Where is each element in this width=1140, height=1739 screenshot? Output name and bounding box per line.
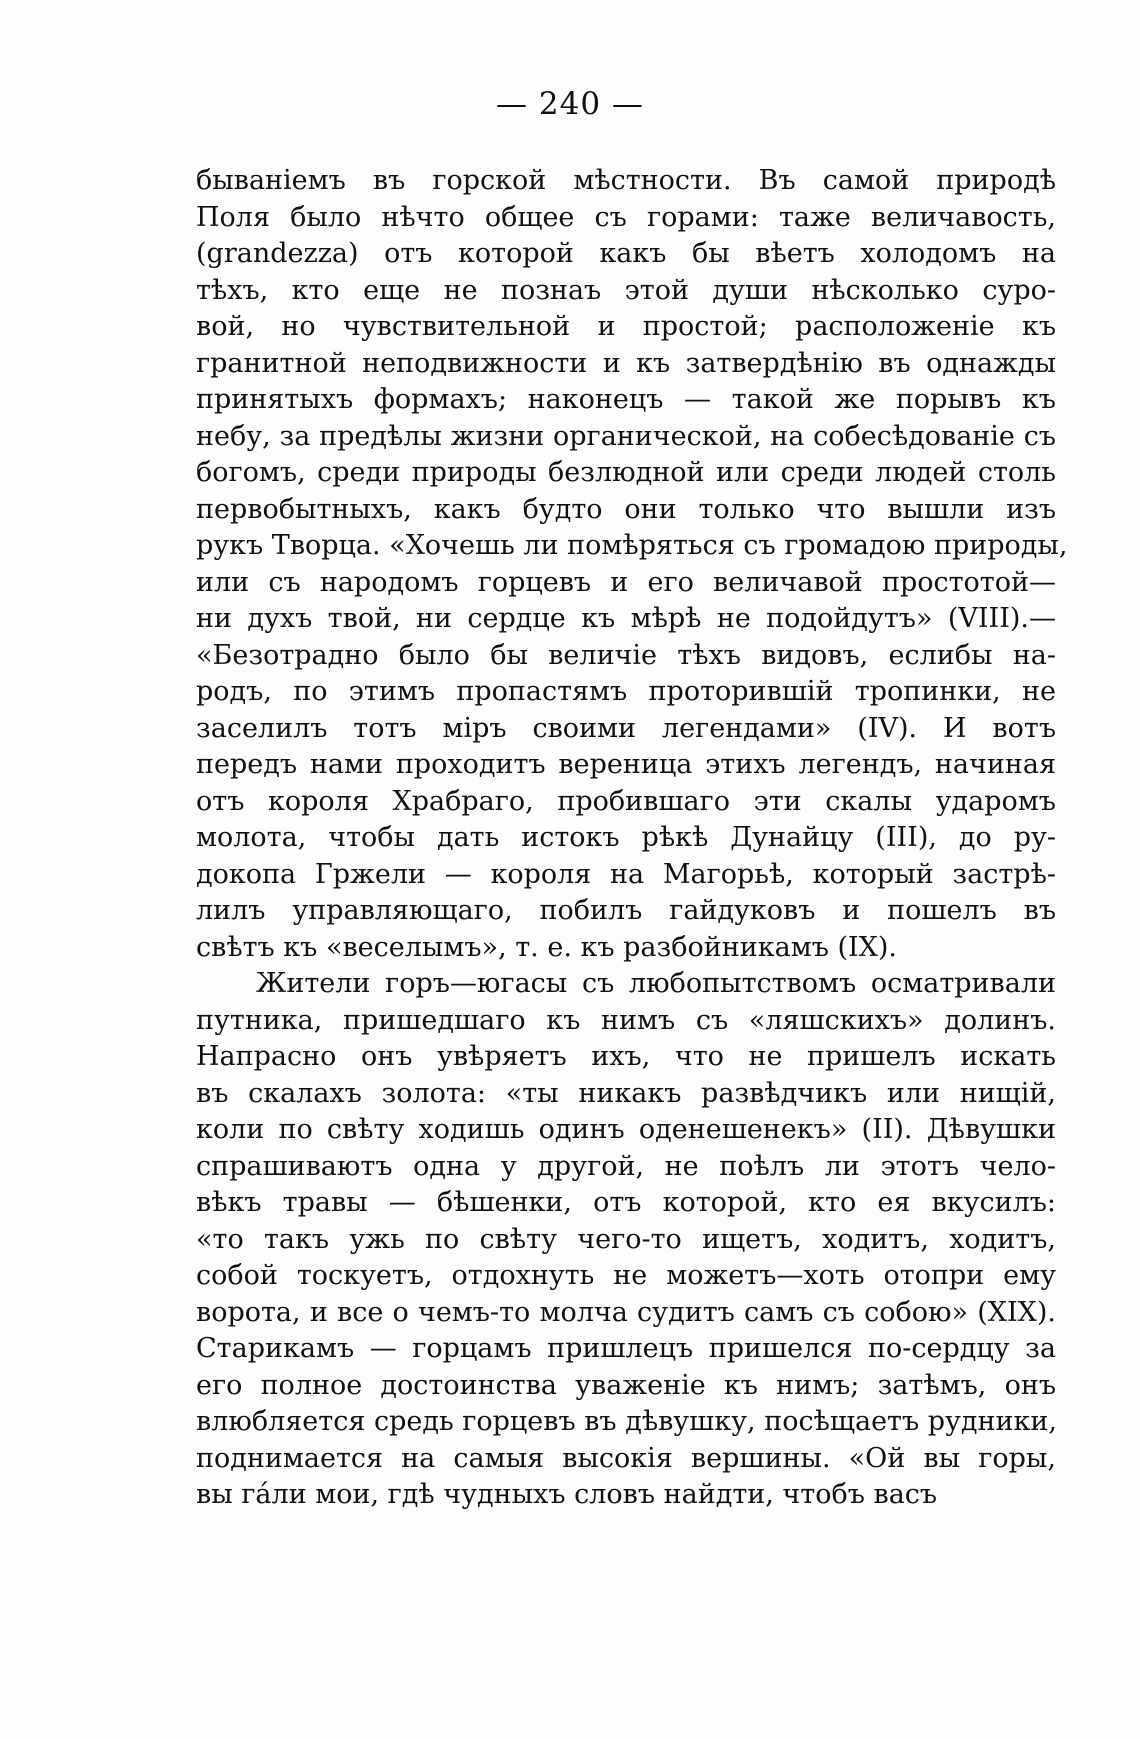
text-line: передъ нами проходитъ вереница этихъ легендъ, начиная — [196, 749, 1056, 780]
paragraph-1 — [196, 163, 1068, 966]
text-line: влюбляется средь горцевъ въ дѣвушку, посѣщаетъ рудники, — [196, 1406, 1057, 1437]
text-line: или съ народомъ горцевъ и его величавой простотой— — [196, 566, 1056, 598]
text-line: поднимается на самыя высокія вершины. «Ой вы горы, — [196, 1442, 1056, 1474]
text-line: лилъ управляющаго, побилъ гайдуковъ и пошелъ въ — [196, 895, 1056, 926]
body-text — [196, 163, 1068, 1514]
text-line: вой, но чувствительной и простой; расположеніе къ — [196, 311, 1056, 342]
text-line: свѣтъ къ «веселымъ», т. е. къ разбойникамъ (IX). — [196, 931, 897, 963]
text-line: коли по свѣту ходишь одинъ оденешенекъ» (II). Дѣвушки — [196, 1114, 1056, 1145]
paragraph-2 — [196, 966, 1056, 1514]
text-line: первобытныхъ, какъ будто они только что вышли изъ — [196, 493, 1056, 525]
text-line: небу, за предѣлы жизни органической, на собесѣдованіе съ — [196, 420, 1056, 452]
text-line: родъ, по этимъ пропастямъ проторившій тропинки, не — [196, 676, 1056, 707]
text-line: докопа Гржели — короля на Магорьѣ, который застрѣ- — [196, 858, 1056, 890]
text-line: собой тоскуетъ, отдохнуть не можетъ—хоть отопри ему — [196, 1260, 1056, 1291]
text-line: спрашиваютъ одна у другой, не поѣлъ ли этотъ чело- — [196, 1150, 1056, 1182]
text-line: богомъ, среди природы безлюдной или среди людей столь — [196, 457, 1056, 488]
text-line: бываніемъ въ горской мѣстности. Въ самой природѣ — [196, 165, 1056, 196]
text-line: его полное достоинства уваженіе къ нимъ; затѣмъ, онъ — [196, 1369, 1056, 1401]
text-line: Напрасно онъ увѣряетъ ихъ, что не пришелъ искать — [196, 1041, 1056, 1072]
text-line: гранитной неподвижности и къ затвердѣнію въ однажды — [196, 347, 1056, 379]
text-line: въ скалахъ золота: «ты никакъ развѣдчикъ или нищій, — [196, 1077, 1056, 1109]
text-line: Старикамъ — горцамъ пришлецъ пришелся по-сердцу за — [196, 1333, 1056, 1364]
text-line: тѣхъ, кто еще не познаъ этой души нѣсколько суро- — [196, 274, 1056, 306]
text-line: (grandezza) отъ которой какъ бы вѣетъ холодомъ на — [196, 238, 1056, 269]
text-line: принятыхъ формахъ; наконецъ — такой же порывъ къ — [196, 384, 1056, 415]
text-line: Поля было нѣчто общее съ горами: таже величавость, — [196, 201, 1056, 233]
text-line: рукъ Творца. «Хочешь ли помѣряться съ громадою природы, — [196, 530, 1068, 561]
page-number: — 240 — — [496, 86, 644, 122]
text-line: «то такъ ужь по свѣту чего-то ищетъ, ходитъ, ходитъ, — [196, 1223, 1056, 1255]
text-line: вѣкъ травы — бѣшенки, отъ которой, кто ея вкусилъ: — [196, 1187, 1056, 1218]
text-line: отъ короля Храбраго, пробившаго эти скалы ударомъ — [196, 785, 1056, 817]
text-line: ворота, и все о чемъ-то молча судитъ самъ съ собою» (XIX). — [196, 1296, 1056, 1328]
text-line: заселилъ тотъ міръ своими легендами» (IV). И вотъ — [196, 712, 1056, 744]
text-line: Жители горъ—югасы съ любопытствомъ осматривали — [256, 968, 1056, 999]
text-line: «Безотрадно было бы величіе тѣхъ видовъ, еслибы на- — [196, 639, 1056, 671]
text-line: молота, чтобы дать истокъ рѣкѣ Дунайцу (III), до ру- — [196, 822, 1056, 853]
text-line: вы гáли мои, гдѣ чудныхъ словъ найдти, чтобъ васъ — [196, 1479, 938, 1510]
text-line: путника, пришедшаго къ нимъ съ «ляшскихъ» долинъ. — [196, 1004, 1056, 1036]
text-line: ни духъ твой, ни сердце къ мѣрѣ не подойдутъ» (VIII).— — [196, 603, 1056, 634]
